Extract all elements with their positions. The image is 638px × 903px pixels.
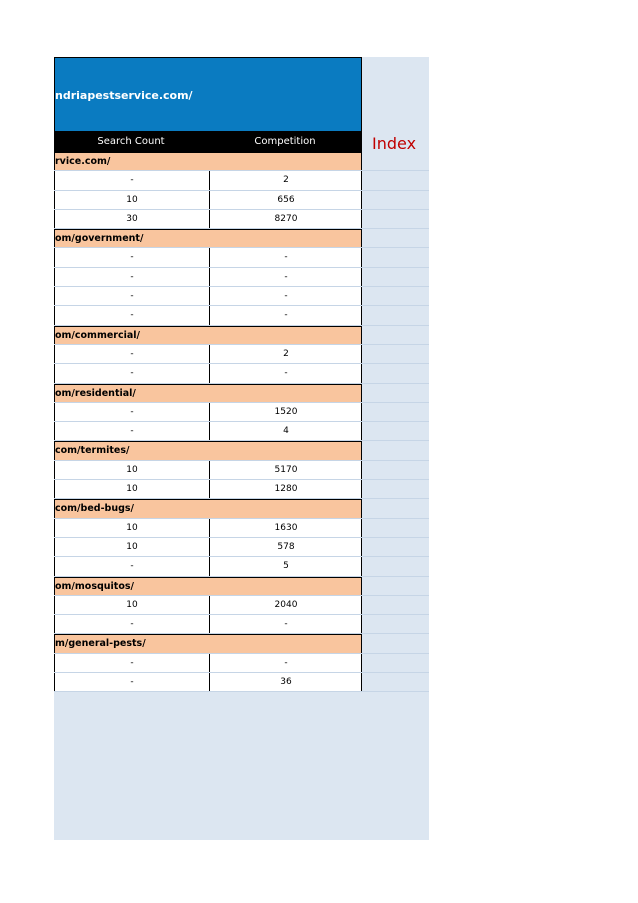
header-search-count: Search Count xyxy=(97,136,165,147)
competition-cell: 4 xyxy=(209,422,362,440)
section-row xyxy=(54,229,429,248)
table-row xyxy=(54,615,429,634)
search-count-cell: - xyxy=(130,368,134,379)
search-count-cell: - xyxy=(130,561,134,572)
competition-cell: - xyxy=(209,654,362,672)
data-cells xyxy=(54,480,362,499)
search-count-cell: - xyxy=(130,348,134,359)
table-row xyxy=(54,268,429,287)
search-count-cell: - xyxy=(130,310,134,321)
section-row xyxy=(54,499,429,518)
section-row xyxy=(54,326,429,345)
data-cells xyxy=(54,557,362,576)
search-count-cell: - xyxy=(130,175,134,186)
header-competition: Competition xyxy=(254,136,316,147)
keyword-table xyxy=(54,152,429,692)
competition-cell: 5170 xyxy=(209,461,362,479)
section-row xyxy=(54,634,429,653)
search-count-cell: - xyxy=(130,619,134,630)
section-url-label: om/commercial/ xyxy=(54,326,362,345)
section-url-label: om/mosquitos/ xyxy=(54,577,362,596)
data-cells xyxy=(54,615,362,634)
data-cells xyxy=(54,654,362,673)
search-count-cell: 10 xyxy=(126,541,138,552)
section-row xyxy=(54,384,429,403)
competition-cell: 5 xyxy=(209,557,362,575)
table-row xyxy=(54,248,429,267)
search-count-cell: - xyxy=(130,252,134,263)
competition-cell: 2040 xyxy=(209,596,362,614)
data-cells xyxy=(54,461,362,480)
data-cells xyxy=(54,171,362,190)
data-cells xyxy=(54,248,362,267)
search-count-cell: 10 xyxy=(126,599,138,610)
column-header-row xyxy=(54,132,362,152)
competition-cell: - xyxy=(209,306,362,324)
table-row xyxy=(54,287,429,306)
search-count-cell: - xyxy=(130,426,134,437)
index-link[interactable]: Index xyxy=(372,134,417,153)
site-title: ndriapestservice.com/ xyxy=(55,89,193,102)
search-count-cell: - xyxy=(130,677,134,688)
table-row xyxy=(54,461,429,480)
competition-cell: 1520 xyxy=(209,403,362,421)
table-row xyxy=(54,210,429,229)
table-row xyxy=(54,345,429,364)
title-banner xyxy=(54,57,362,132)
search-count-cell: - xyxy=(130,291,134,302)
table-row xyxy=(54,191,429,210)
table-row xyxy=(54,557,429,576)
table-row xyxy=(54,673,429,692)
section-url-label: m/general-pests/ xyxy=(54,634,362,653)
data-cells xyxy=(54,596,362,615)
competition-cell: 2 xyxy=(209,171,362,189)
table-row xyxy=(54,654,429,673)
data-cells xyxy=(54,403,362,422)
search-count-cell: 10 xyxy=(126,194,138,205)
search-count-cell: 10 xyxy=(126,522,138,533)
section-url-label: com/termites/ xyxy=(54,441,362,460)
competition-cell: - xyxy=(209,364,362,382)
section-row xyxy=(54,441,429,460)
search-count-cell: - xyxy=(130,271,134,282)
table-row xyxy=(54,422,429,441)
section-url-label: com/bed-bugs/ xyxy=(54,499,362,518)
data-cells xyxy=(54,422,362,441)
data-cells xyxy=(54,210,362,229)
data-cells xyxy=(54,519,362,538)
table-row xyxy=(54,403,429,422)
table-row xyxy=(54,171,429,190)
data-cells xyxy=(54,673,362,692)
competition-cell: - xyxy=(209,615,362,633)
competition-cell: - xyxy=(209,248,362,266)
data-cells xyxy=(54,191,362,210)
table-row xyxy=(54,306,429,325)
data-cells xyxy=(54,345,362,364)
table-row xyxy=(54,596,429,615)
competition-cell: 8270 xyxy=(209,210,362,228)
data-cells xyxy=(54,287,362,306)
competition-cell: 36 xyxy=(209,673,362,691)
data-cells xyxy=(54,364,362,383)
competition-cell: 656 xyxy=(209,191,362,209)
table-row xyxy=(54,519,429,538)
competition-cell: 2 xyxy=(209,345,362,363)
competition-cell: 1280 xyxy=(209,480,362,498)
section-url-label: rvice.com/ xyxy=(54,152,362,171)
data-cells xyxy=(54,306,362,325)
section-url-label: om/government/ xyxy=(54,229,362,248)
spreadsheet-page xyxy=(54,57,429,840)
table-row xyxy=(54,538,429,557)
search-count-cell: - xyxy=(130,406,134,417)
search-count-cell: 30 xyxy=(126,213,138,224)
data-cells xyxy=(54,538,362,557)
search-count-cell: 10 xyxy=(126,464,138,475)
competition-cell: - xyxy=(209,287,362,305)
data-cells xyxy=(54,268,362,287)
section-url-label: om/residential/ xyxy=(54,384,362,403)
search-count-cell: - xyxy=(130,657,134,668)
competition-cell: 1630 xyxy=(209,519,362,537)
competition-cell: 578 xyxy=(209,538,362,556)
table-row xyxy=(54,364,429,383)
table-row xyxy=(54,480,429,499)
section-row xyxy=(54,152,429,171)
section-row xyxy=(54,577,429,596)
search-count-cell: 10 xyxy=(126,484,138,495)
competition-cell: - xyxy=(209,268,362,286)
